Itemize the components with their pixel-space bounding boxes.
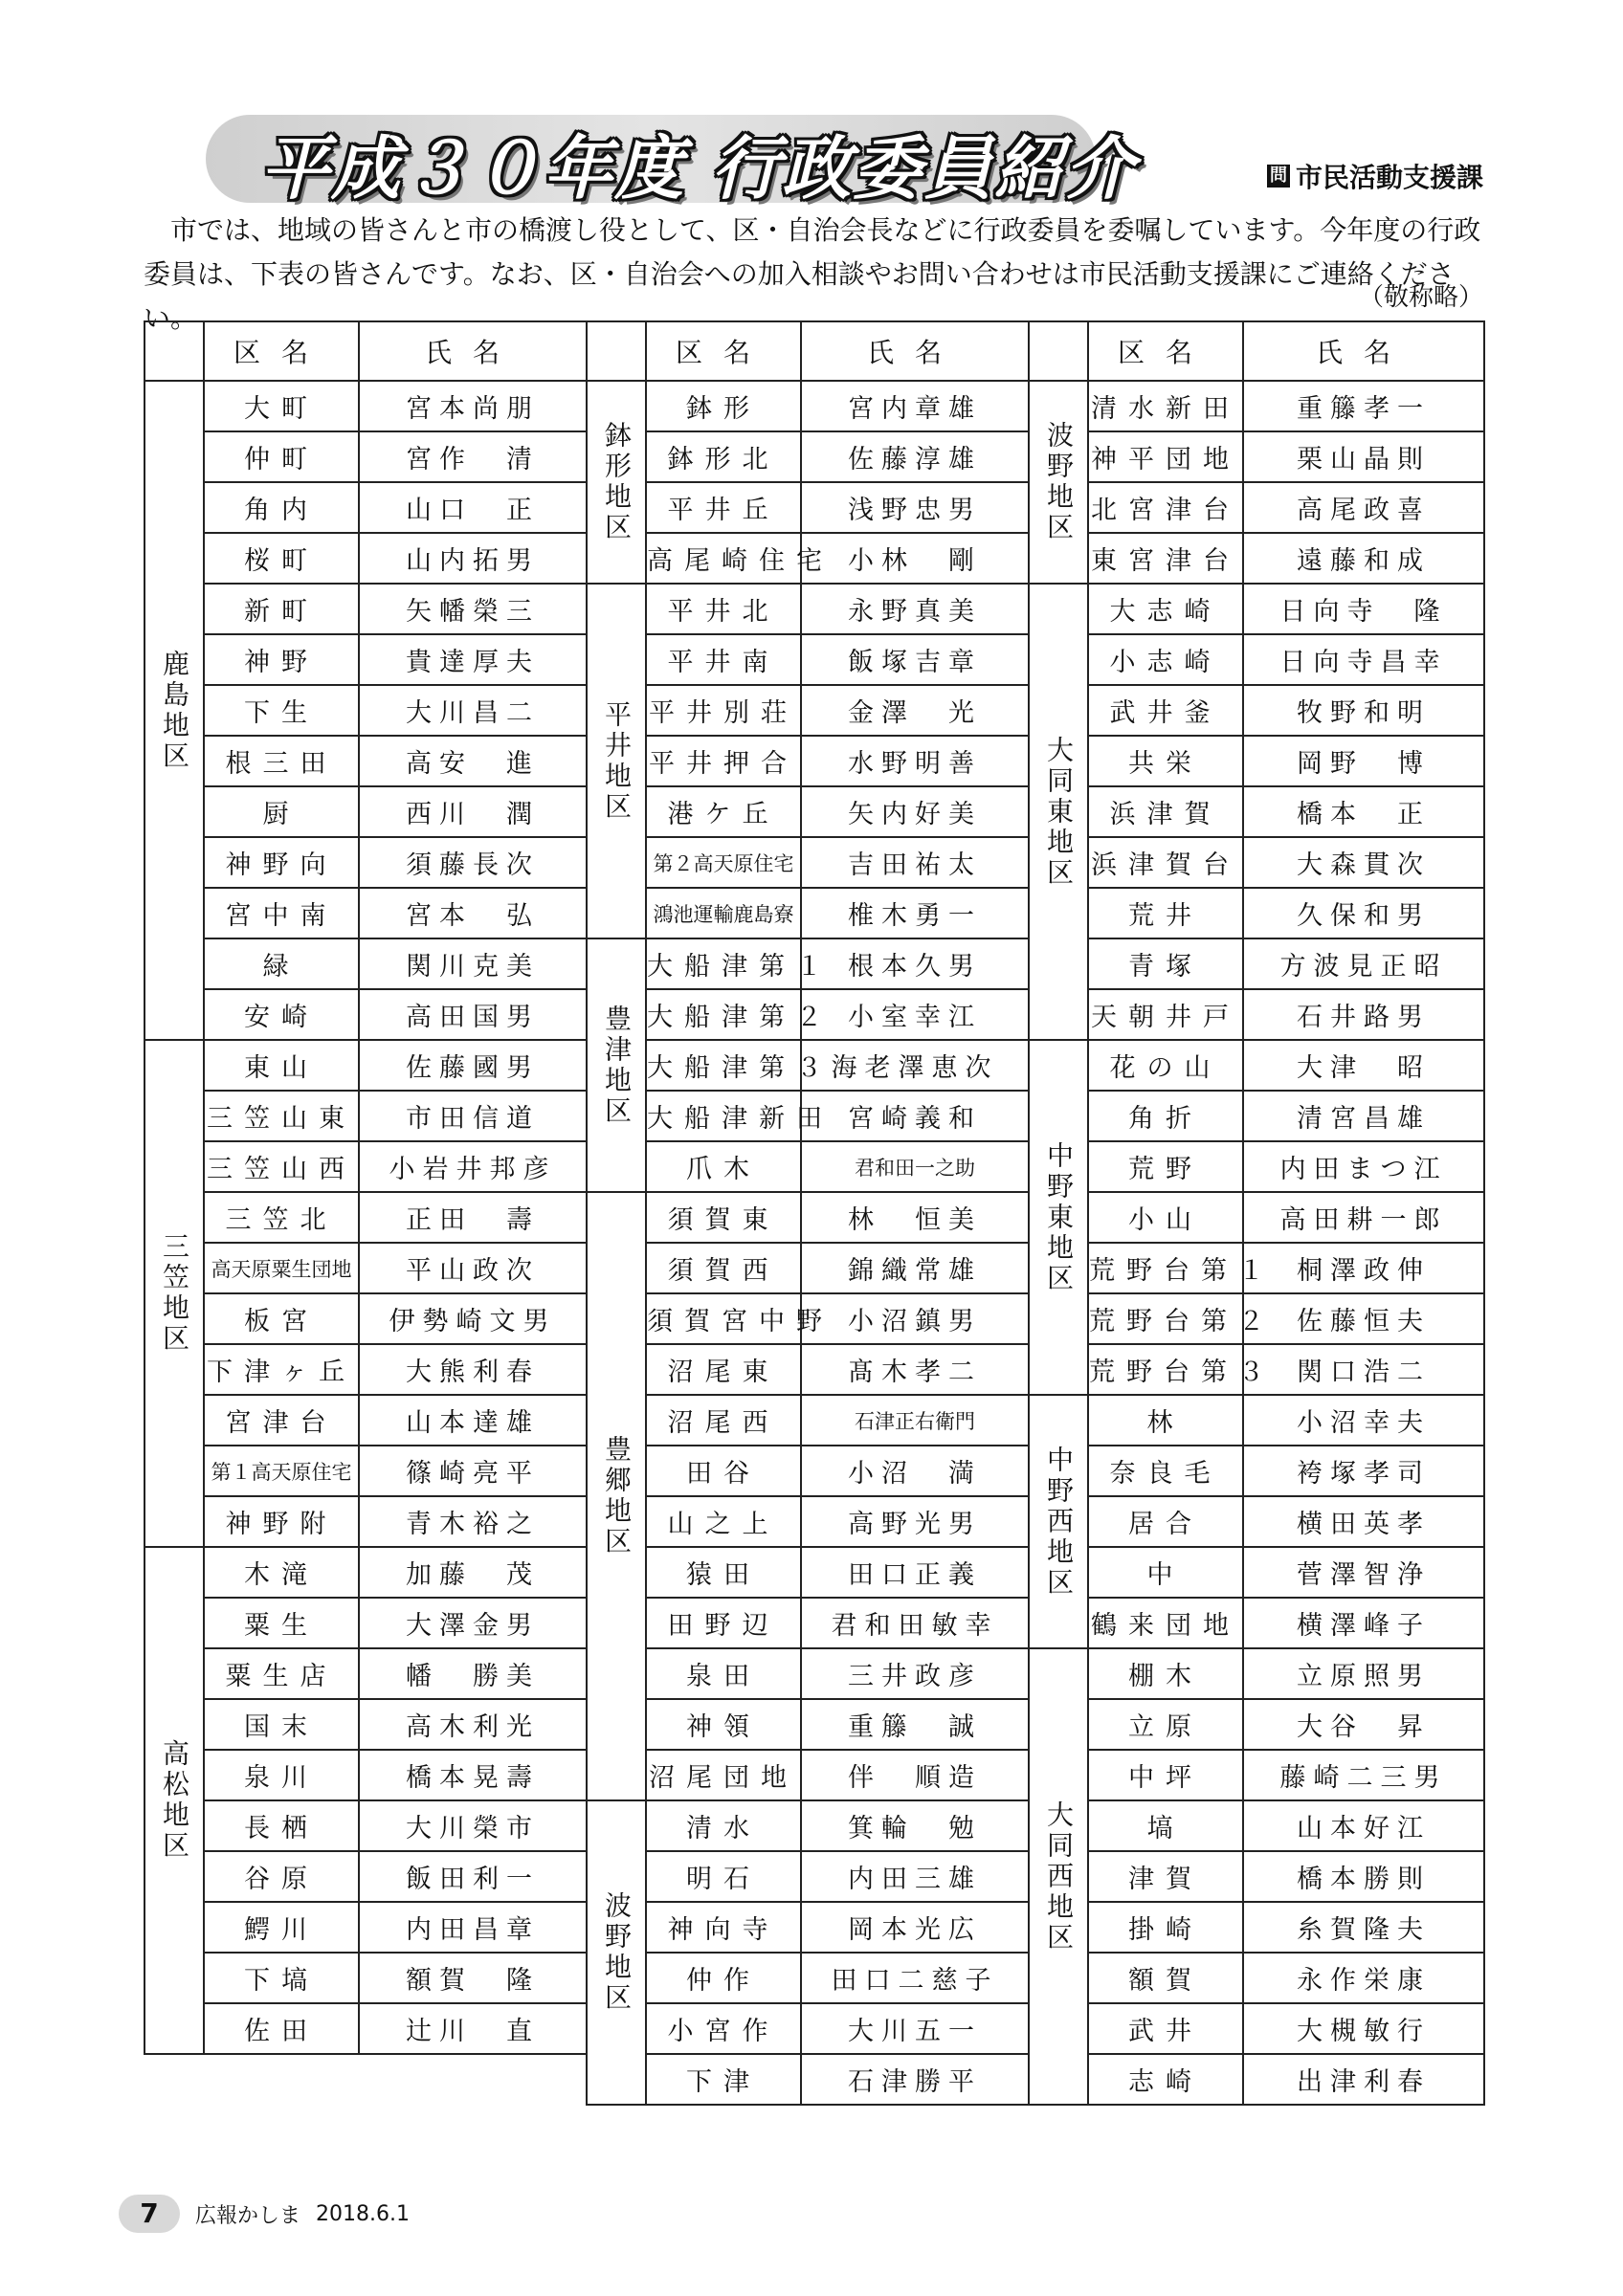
table-row xyxy=(145,1851,1484,1902)
district-label: 豊郷地区 xyxy=(587,1192,646,1800)
area-cell: 平井南 xyxy=(646,634,801,685)
member-name-cell: 高田国男 xyxy=(359,989,587,1040)
header-district-1 xyxy=(145,321,204,381)
area-cell: 荒野台第１ xyxy=(1088,1243,1243,1293)
member-name-cell: 水野明善 xyxy=(801,736,1029,786)
header-district-3 xyxy=(1029,321,1088,381)
member-name-cell: 山本達雄 xyxy=(359,1395,587,1446)
area-cell: 天朝井戸 xyxy=(1088,989,1243,1040)
area-cell: 明石 xyxy=(646,1851,801,1902)
member-name-cell: 三井政彦 xyxy=(801,1648,1029,1699)
member-name-cell: 椎木勇一 xyxy=(801,888,1029,938)
table-row xyxy=(145,1395,1484,1446)
member-name-cell: 日向寺昌幸 xyxy=(1243,634,1484,685)
member-name-cell: 大川榮市 xyxy=(359,1800,587,1851)
member-name-cell: 田口二慈子 xyxy=(801,1953,1029,2003)
member-name-cell: 辻川 直 xyxy=(359,2003,587,2054)
member-name-cell: 小沼鎮男 xyxy=(801,1293,1029,1344)
member-name-cell: 大槻敏行 xyxy=(1243,2003,1484,2054)
area-cell: 三笠山西 xyxy=(204,1141,359,1192)
area-cell xyxy=(204,2054,359,2105)
table-row xyxy=(145,1800,1484,1851)
area-cell: 田谷 xyxy=(646,1446,801,1496)
area-cell: 厨 xyxy=(204,786,359,837)
area-cell: 大船津第２ xyxy=(646,989,801,1040)
table-row xyxy=(145,837,1484,888)
area-cell: 安崎 xyxy=(204,989,359,1040)
member-name-cell: 市田信道 xyxy=(359,1091,587,1141)
area-cell: 神野附 xyxy=(204,1496,359,1547)
member-name-cell: 宮本尚朋 xyxy=(359,381,587,431)
header-name-2: 氏名 xyxy=(801,321,1029,381)
member-name-cell: 君和田一之助 xyxy=(801,1141,1029,1192)
member-name-cell: 橋本晃壽 xyxy=(359,1750,587,1800)
area-cell: 棚木 xyxy=(1088,1648,1243,1699)
department-name: 市民活動支援課 xyxy=(1295,162,1483,193)
member-name-cell: 方波見正昭 xyxy=(1243,938,1484,989)
area-cell: 山之上 xyxy=(646,1496,801,1547)
area-cell: 平井別荘 xyxy=(646,685,801,736)
member-name-cell: 青木裕之 xyxy=(359,1496,587,1547)
member-name-cell: 伊勢崎文男 xyxy=(359,1293,587,1344)
district-label: 中野東地区 xyxy=(1029,1040,1088,1395)
area-cell: 神野 xyxy=(204,634,359,685)
area-cell: 鉢形北 xyxy=(646,431,801,482)
area-cell: 小志崎 xyxy=(1088,634,1243,685)
member-name-cell: 立原照男 xyxy=(1243,1648,1484,1699)
member-name-cell: 飯塚吉章 xyxy=(801,634,1029,685)
area-cell: 額賀 xyxy=(1088,1953,1243,2003)
area-cell: 平井丘 xyxy=(646,482,801,533)
area-cell: 下塙 xyxy=(204,1953,359,2003)
member-name-cell: 額賀 隆 xyxy=(359,1953,587,2003)
area-cell: 小山 xyxy=(1088,1192,1243,1243)
area-cell: 浜津賀 xyxy=(1088,786,1243,837)
area-cell: 須賀東 xyxy=(646,1192,801,1243)
member-name-cell: 篠崎亮平 xyxy=(359,1446,587,1496)
area-cell: 奈良毛 xyxy=(1088,1446,1243,1496)
contact-department xyxy=(1267,157,1483,195)
area-cell: 荒野台第３ xyxy=(1088,1344,1243,1395)
area-cell: 大船津新田 xyxy=(646,1091,801,1141)
area-cell: 長栖 xyxy=(204,1800,359,1851)
table-row xyxy=(145,1953,1484,2003)
member-name-cell: 菅澤智浄 xyxy=(1243,1547,1484,1598)
member-name-cell: 袴塚孝司 xyxy=(1243,1446,1484,1496)
area-cell: 桜町 xyxy=(204,533,359,584)
area-cell: 掛崎 xyxy=(1088,1902,1243,1953)
area-cell: 仲町 xyxy=(204,431,359,482)
area-cell: 国末 xyxy=(204,1699,359,1750)
member-name-cell: 佐藤淳雄 xyxy=(801,431,1029,482)
area-cell: 平井北 xyxy=(646,584,801,634)
member-name-cell: 遠藤和成 xyxy=(1243,533,1484,584)
member-name-cell: 大澤金男 xyxy=(359,1598,587,1648)
area-cell: 清水 xyxy=(646,1800,801,1851)
member-name-cell: 佐藤恒夫 xyxy=(1243,1293,1484,1344)
area-cell: 沼尾西 xyxy=(646,1395,801,1446)
member-name-cell: 藤崎二三男 xyxy=(1243,1750,1484,1800)
member-name-cell xyxy=(359,2054,587,2105)
member-name-cell: 大森貫次 xyxy=(1243,837,1484,888)
member-name-cell: 桐澤政伸 xyxy=(1243,1243,1484,1293)
area-cell: 角折 xyxy=(1088,1091,1243,1141)
area-cell: 第２高天原住宅 xyxy=(646,837,801,888)
member-name-cell: 加藤 茂 xyxy=(359,1547,587,1598)
table-row xyxy=(145,1446,1484,1496)
header-name-1: 氏名 xyxy=(359,321,587,381)
table-row xyxy=(145,1293,1484,1344)
member-name-cell: 内田まつ江 xyxy=(1243,1141,1484,1192)
area-cell: 下津 xyxy=(646,2054,801,2105)
member-name-cell: 貴達厚夫 xyxy=(359,634,587,685)
member-name-cell: 金澤 光 xyxy=(801,685,1029,736)
member-name-cell: 石津正右衛門 xyxy=(801,1395,1029,1446)
area-cell: 中 xyxy=(1088,1547,1243,1598)
area-cell: 小宮作 xyxy=(646,2003,801,2054)
table-row xyxy=(145,1648,1484,1699)
member-name-cell: 重籐孝一 xyxy=(1243,381,1484,431)
area-cell: 北宮津台 xyxy=(1088,482,1243,533)
table-row xyxy=(145,888,1484,938)
table-row xyxy=(145,685,1484,736)
area-cell: 爪木 xyxy=(646,1141,801,1192)
area-cell: 荒野 xyxy=(1088,1141,1243,1192)
member-name-cell: 横澤峰子 xyxy=(1243,1598,1484,1648)
district-label: 中野西地区 xyxy=(1029,1395,1088,1648)
district-label: 大同東地区 xyxy=(1029,584,1088,1040)
area-cell: 高天原粟生団地 xyxy=(204,1243,359,1293)
header-area-2: 区名 xyxy=(646,321,801,381)
area-cell: 根三田 xyxy=(204,736,359,786)
table-row xyxy=(145,989,1484,1040)
area-cell: 緑 xyxy=(204,938,359,989)
table-header-row xyxy=(145,321,1484,381)
table-row xyxy=(145,1598,1484,1648)
area-cell: 中坪 xyxy=(1088,1750,1243,1800)
member-name-cell: 大川昌二 xyxy=(359,685,587,736)
area-cell: 平井押合 xyxy=(646,736,801,786)
member-name-cell: 矢内好美 xyxy=(801,786,1029,837)
member-name-cell: 髙木孝二 xyxy=(801,1344,1029,1395)
member-name-cell: 関川克美 xyxy=(359,938,587,989)
area-cell: 共栄 xyxy=(1088,736,1243,786)
member-name-cell: 根本久男 xyxy=(801,938,1029,989)
member-name-cell: 幡 勝美 xyxy=(359,1648,587,1699)
member-name-cell: 牧野和明 xyxy=(1243,685,1484,736)
member-name-cell: 高木利光 xyxy=(359,1699,587,1750)
table-row xyxy=(145,736,1484,786)
area-cell: 志崎 xyxy=(1088,2054,1243,2105)
header-name-3: 氏名 xyxy=(1243,321,1484,381)
member-name-cell: 山本好江 xyxy=(1243,1800,1484,1851)
member-name-cell: 山口 正 xyxy=(359,482,587,533)
member-name-cell: 宮作 清 xyxy=(359,431,587,482)
member-name-cell: 大川五一 xyxy=(801,2003,1029,2054)
member-name-cell: 永作栄康 xyxy=(1243,1953,1484,2003)
member-name-cell: 岡本光広 xyxy=(801,1902,1029,1953)
area-cell: 居合 xyxy=(1088,1496,1243,1547)
area-cell: 鉢形 xyxy=(646,381,801,431)
table-row xyxy=(145,1141,1484,1192)
table-row xyxy=(145,1547,1484,1598)
page-title: 平成３０年度 行政委員紹介 xyxy=(260,128,1137,209)
member-name-cell: 高尾政喜 xyxy=(1243,482,1484,533)
member-name-cell: 佐藤國男 xyxy=(359,1040,587,1091)
area-cell: 神向寺 xyxy=(646,1902,801,1953)
area-cell: 荒野台第２ xyxy=(1088,1293,1243,1344)
area-cell: 下津ヶ丘 xyxy=(204,1344,359,1395)
member-name-cell: 石津勝平 xyxy=(801,2054,1029,2105)
member-name-cell: 出津利春 xyxy=(1243,2054,1484,2105)
header-area-1: 区名 xyxy=(204,321,359,381)
district-label: 波野地区 xyxy=(1029,381,1088,584)
intro-text: 市では、地域の皆さんと市の橋渡し役として、区・自治会長などに行政委員を委嘱しています。今年度の行政委員は、下表の皆さんです。なお、区・自治会への加入相談やお問い合わせは市民活動支援課にご連絡ください。 xyxy=(144,214,1481,334)
member-name-cell: 清宮昌雄 xyxy=(1243,1091,1484,1141)
area-cell: 大船津第１ xyxy=(646,938,801,989)
member-name-cell: 田口正義 xyxy=(801,1547,1029,1598)
member-name-cell: 山内拓男 xyxy=(359,533,587,584)
area-cell: 仲作 xyxy=(646,1953,801,2003)
member-name-cell: 久保和男 xyxy=(1243,888,1484,938)
member-name-cell: 小沼幸夫 xyxy=(1243,1395,1484,1446)
member-name-cell: 高安 進 xyxy=(359,736,587,786)
district-label: 三笠地区 xyxy=(145,1040,204,1547)
member-name-cell: 小沼 満 xyxy=(801,1446,1029,1496)
member-name-cell: 橋本勝則 xyxy=(1243,1851,1484,1902)
area-cell: 新町 xyxy=(204,584,359,634)
member-name-cell: 永野真美 xyxy=(801,584,1029,634)
table-row xyxy=(145,2003,1484,2054)
table-row xyxy=(145,1699,1484,1750)
area-cell: 神野向 xyxy=(204,837,359,888)
area-cell: 武井 xyxy=(1088,2003,1243,2054)
member-name-cell: 伴 順造 xyxy=(801,1750,1029,1800)
area-cell: 須賀宮中野 xyxy=(646,1293,801,1344)
member-name-cell: 宮本 弘 xyxy=(359,888,587,938)
table-row xyxy=(145,482,1484,533)
member-name-cell: 西川 潤 xyxy=(359,786,587,837)
header-area-3: 区名 xyxy=(1088,321,1243,381)
table-row xyxy=(145,533,1484,584)
contact-mark-icon: 問 xyxy=(1267,165,1290,188)
area-cell: 塙 xyxy=(1088,1800,1243,1851)
member-name-cell: 吉田祐太 xyxy=(801,837,1029,888)
member-name-cell: 石井路男 xyxy=(1243,989,1484,1040)
area-cell: 泉田 xyxy=(646,1648,801,1699)
area-cell: 東山 xyxy=(204,1040,359,1091)
area-cell: 東宮津台 xyxy=(1088,533,1243,584)
table-row xyxy=(145,2054,1484,2105)
area-cell: 谷原 xyxy=(204,1851,359,1902)
area-cell: 鴻池運輸鹿島寮 xyxy=(646,888,801,938)
honorific-note: （敬称略） xyxy=(1358,283,1483,312)
table-row xyxy=(145,431,1484,482)
table-body xyxy=(145,381,1484,2105)
area-cell: 角内 xyxy=(204,482,359,533)
area-cell: 三笠北 xyxy=(204,1192,359,1243)
committee-table xyxy=(144,320,1485,2106)
member-name-cell: 高田耕一郎 xyxy=(1243,1192,1484,1243)
member-name-cell: 箕輪 勉 xyxy=(801,1800,1029,1851)
area-cell: 神平団地 xyxy=(1088,431,1243,482)
area-cell: 津賀 xyxy=(1088,1851,1243,1902)
area-cell: 粟生 xyxy=(204,1598,359,1648)
table-row xyxy=(145,1091,1484,1141)
area-cell: 神領 xyxy=(646,1699,801,1750)
empty-cell xyxy=(145,2054,204,2105)
member-name-cell: 大熊利春 xyxy=(359,1344,587,1395)
member-name-cell: 飯田利一 xyxy=(359,1851,587,1902)
district-label: 鹿島地区 xyxy=(145,381,204,1040)
table-row xyxy=(145,786,1484,837)
member-name-cell: 宮崎義和 xyxy=(801,1091,1029,1141)
area-cell: 鰐川 xyxy=(204,1902,359,1953)
area-cell: 鶴来団地 xyxy=(1088,1598,1243,1648)
member-name-cell: 小室幸江 xyxy=(801,989,1029,1040)
member-name-cell: 横田英孝 xyxy=(1243,1496,1484,1547)
page-footer xyxy=(119,2193,410,2235)
member-name-cell: 橋本 正 xyxy=(1243,786,1484,837)
area-cell: 大船津第３ xyxy=(646,1040,801,1091)
member-name-cell: 錦織常雄 xyxy=(801,1243,1029,1293)
member-name-cell: 君和田敏幸 xyxy=(801,1598,1029,1648)
area-cell: 立原 xyxy=(1088,1699,1243,1750)
publication-date: 2018.6.1 xyxy=(316,2201,410,2226)
table-row xyxy=(145,1902,1484,1953)
member-name-cell: 大津 昭 xyxy=(1243,1040,1484,1091)
member-name-cell: 糸賀隆夫 xyxy=(1243,1902,1484,1953)
area-cell: 荒井 xyxy=(1088,888,1243,938)
table-row xyxy=(145,1040,1484,1091)
table-row xyxy=(145,1496,1484,1547)
member-name-cell: 関口浩二 xyxy=(1243,1344,1484,1395)
area-cell: 須賀西 xyxy=(646,1243,801,1293)
member-name-cell: 平山政次 xyxy=(359,1243,587,1293)
member-name-cell: 正田 壽 xyxy=(359,1192,587,1243)
area-cell: 泉川 xyxy=(204,1750,359,1800)
area-cell: 武井釜 xyxy=(1088,685,1243,736)
member-name-cell: 浅野忠男 xyxy=(801,482,1029,533)
area-cell: 港ケ丘 xyxy=(646,786,801,837)
member-name-cell: 内田昌章 xyxy=(359,1902,587,1953)
area-cell: 林 xyxy=(1088,1395,1243,1446)
area-cell: 猿田 xyxy=(646,1547,801,1598)
member-name-cell: 須藤長次 xyxy=(359,837,587,888)
area-cell: 高尾崎住宅 xyxy=(646,533,801,584)
area-cell: 沼尾団地 xyxy=(646,1750,801,1800)
area-cell: 木滝 xyxy=(204,1547,359,1598)
area-cell: 下生 xyxy=(204,685,359,736)
member-name-cell: 内田三雄 xyxy=(801,1851,1029,1902)
district-label: 波野地区 xyxy=(587,1800,646,2105)
area-cell: 佐田 xyxy=(204,2003,359,2054)
area-cell: 浜津賀台 xyxy=(1088,837,1243,888)
area-cell: 大志崎 xyxy=(1088,584,1243,634)
member-name-cell: 栗山晶則 xyxy=(1243,431,1484,482)
member-name-cell: 小岩井邦彦 xyxy=(359,1141,587,1192)
member-name-cell: 矢幡榮三 xyxy=(359,584,587,634)
area-cell: 青塚 xyxy=(1088,938,1243,989)
member-name-cell: 海老澤恵次 xyxy=(801,1040,1029,1091)
area-cell: 宮津台 xyxy=(204,1395,359,1446)
table-row xyxy=(145,1192,1484,1243)
area-cell: 第１高天原住宅 xyxy=(204,1446,359,1496)
table-row xyxy=(145,938,1484,989)
header-district-2 xyxy=(587,321,646,381)
page-number: 7 xyxy=(119,2195,180,2233)
area-cell: 板宮 xyxy=(204,1293,359,1344)
district-label: 大同西地区 xyxy=(1029,1648,1088,2105)
table-row xyxy=(145,634,1484,685)
member-name-cell: 高野光男 xyxy=(801,1496,1029,1547)
table-row xyxy=(145,1243,1484,1293)
table-row xyxy=(145,1750,1484,1800)
district-label: 高松地区 xyxy=(145,1547,204,2054)
table-row xyxy=(145,584,1484,634)
table-row xyxy=(145,381,1484,431)
member-name-cell: 宮内章雄 xyxy=(801,381,1029,431)
member-name-cell: 大谷 昇 xyxy=(1243,1699,1484,1750)
area-cell: 清水新田 xyxy=(1088,381,1243,431)
member-name-cell: 重籐 誠 xyxy=(801,1699,1029,1750)
district-label: 平井地区 xyxy=(587,584,646,938)
area-cell: 田野辺 xyxy=(646,1598,801,1648)
area-cell: 粟生店 xyxy=(204,1648,359,1699)
area-cell: 沼尾東 xyxy=(646,1344,801,1395)
area-cell: 三笠山東 xyxy=(204,1091,359,1141)
area-cell: 大町 xyxy=(204,381,359,431)
member-name-cell: 林 恒美 xyxy=(801,1192,1029,1243)
member-name-cell: 小林 剛 xyxy=(801,533,1029,584)
district-label: 豊津地区 xyxy=(587,938,646,1192)
area-cell: 花の山 xyxy=(1088,1040,1243,1091)
area-cell: 宮中南 xyxy=(204,888,359,938)
publication-name: 広報かしま xyxy=(195,2203,301,2228)
district-label: 鉢形地区 xyxy=(587,381,646,584)
member-name-cell: 岡野 博 xyxy=(1243,736,1484,786)
member-name-cell: 日向寺 隆 xyxy=(1243,584,1484,634)
table-row xyxy=(145,1344,1484,1395)
